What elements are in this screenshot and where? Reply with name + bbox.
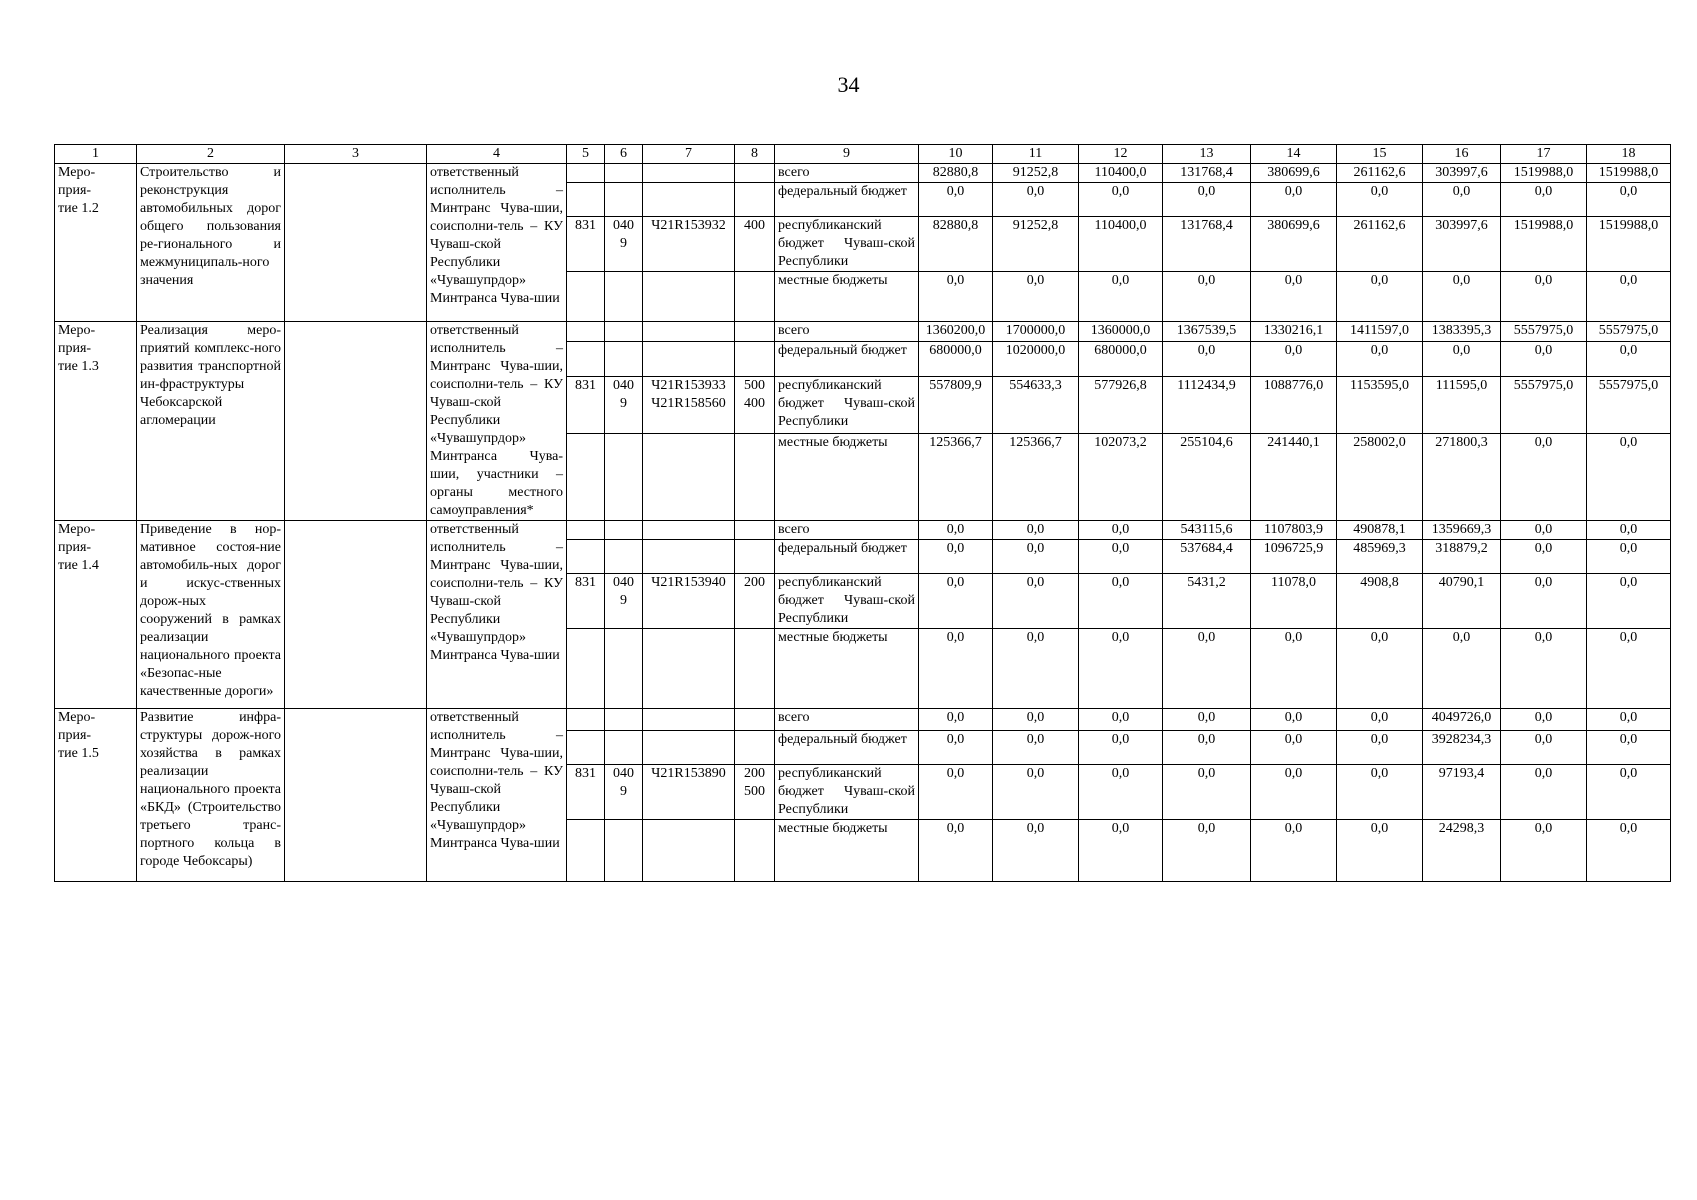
measure-col3 — [285, 164, 427, 322]
measure-name: Строительство и реконструкция автомобильных дорог общего пользования ре-гионального и межмуниципаль-ного значения — [137, 164, 285, 322]
grbs-code-empty — [567, 272, 605, 322]
column-header-10: 10 — [919, 145, 993, 164]
value-year-18: 0,0 — [1587, 433, 1671, 520]
value-year-13: 255104,6 — [1163, 433, 1251, 520]
grbs-code: 831 — [567, 376, 605, 433]
value-year-14: 0,0 — [1251, 731, 1337, 765]
expense-type-empty — [735, 164, 775, 183]
grbs-code-empty — [567, 521, 605, 540]
value-year-10: 0,0 — [919, 629, 993, 709]
value-year-15: 1411597,0 — [1337, 322, 1423, 342]
value-year-18: 0,0 — [1587, 574, 1671, 629]
grbs-code-empty — [567, 731, 605, 765]
value-year-11: 0,0 — [993, 709, 1079, 731]
value-year-16: 271800,3 — [1423, 433, 1501, 520]
column-header-12: 12 — [1079, 145, 1163, 164]
target-article-empty — [643, 272, 735, 322]
funding-source: всего — [775, 709, 919, 731]
page-number: 34 — [837, 72, 860, 97]
table-row — [55, 322, 1671, 342]
value-year-17: 0,0 — [1501, 731, 1587, 765]
value-year-14: 0,0 — [1251, 183, 1337, 217]
section-code: 040 9 — [605, 217, 643, 272]
column-header-6: 6 — [605, 145, 643, 164]
value-year-16: 1359669,3 — [1423, 521, 1501, 540]
value-year-11: 0,0 — [993, 183, 1079, 217]
value-year-16: 0,0 — [1423, 183, 1501, 217]
value-year-11: 91252,8 — [993, 217, 1079, 272]
value-year-18: 0,0 — [1587, 731, 1671, 765]
measure-executor: ответственный исполнитель – Минтранс Чува-шии, соисполни-тель – КУ Чуваш-ской Республики «Чувашупрдор» Минтранса Чува-шии — [427, 709, 567, 882]
value-year-10: 125366,7 — [919, 433, 993, 520]
expense-type-empty — [735, 820, 775, 882]
value-year-18: 0,0 — [1587, 820, 1671, 882]
value-year-13: 537684,4 — [1163, 540, 1251, 574]
value-year-14: 0,0 — [1251, 341, 1337, 376]
value-year-15: 490878,1 — [1337, 521, 1423, 540]
value-year-16: 4049726,0 — [1423, 709, 1501, 731]
value-year-13: 0,0 — [1163, 629, 1251, 709]
measure-col3 — [285, 709, 427, 882]
value-year-10: 0,0 — [919, 820, 993, 882]
expense-type-code: 200 — [735, 574, 775, 629]
value-year-10: 0,0 — [919, 272, 993, 322]
value-year-13: 0,0 — [1163, 820, 1251, 882]
value-year-14: 1088776,0 — [1251, 376, 1337, 433]
measure-id: Меро- прия- тие 1.2 — [55, 164, 137, 322]
section-code: 040 9 — [605, 574, 643, 629]
value-year-15: 0,0 — [1337, 731, 1423, 765]
value-year-12: 0,0 — [1079, 820, 1163, 882]
measure-executor: ответственный исполнитель – Минтранс Чува-шии, соисполни-тель – КУ Чуваш-ской Республики «Чувашупрдор» Минтранса Чува-шии, участники – органы местного самоуправления* — [427, 322, 567, 521]
expense-type-empty — [735, 272, 775, 322]
value-year-17: 0,0 — [1501, 540, 1587, 574]
value-year-12: 680000,0 — [1079, 341, 1163, 376]
column-header-14: 14 — [1251, 145, 1337, 164]
value-year-13: 1112434,9 — [1163, 376, 1251, 433]
value-year-15: 1153595,0 — [1337, 376, 1423, 433]
value-year-15: 261162,6 — [1337, 164, 1423, 183]
value-year-14: 241440,1 — [1251, 433, 1337, 520]
section-code-empty — [605, 322, 643, 342]
table-row — [55, 164, 1671, 183]
value-year-16: 40790,1 — [1423, 574, 1501, 629]
funding-source: республиканский бюджет Чуваш-ской Республики — [775, 765, 919, 820]
value-year-11: 0,0 — [993, 731, 1079, 765]
value-year-11: 91252,8 — [993, 164, 1079, 183]
target-article-code: Ч21R153890 — [643, 765, 735, 820]
value-year-17: 0,0 — [1501, 433, 1587, 520]
value-year-14: 380699,6 — [1251, 164, 1337, 183]
measure-executor: ответственный исполнитель – Минтранс Чува-шии, соисполни-тель – КУ Чуваш-ской Республики «Чувашупрдор» Минтранса Чува-шии — [427, 521, 567, 709]
value-year-14: 0,0 — [1251, 709, 1337, 731]
value-year-16: 24298,3 — [1423, 820, 1501, 882]
column-header-9: 9 — [775, 145, 919, 164]
value-year-18: 0,0 — [1587, 521, 1671, 540]
value-year-11: 0,0 — [993, 820, 1079, 882]
grbs-code: 831 — [567, 217, 605, 272]
value-year-12: 110400,0 — [1079, 217, 1163, 272]
value-year-16: 0,0 — [1423, 341, 1501, 376]
target-article-empty — [643, 322, 735, 342]
target-article-empty — [643, 731, 735, 765]
measure-id: Меро- прия- тие 1.4 — [55, 521, 137, 709]
value-year-18: 5557975,0 — [1587, 322, 1671, 342]
measure-id: Меро- прия- тие 1.5 — [55, 709, 137, 882]
value-year-15: 0,0 — [1337, 272, 1423, 322]
measure-id: Меро- прия- тие 1.3 — [55, 322, 137, 521]
value-year-10: 0,0 — [919, 183, 993, 217]
value-year-13: 5431,2 — [1163, 574, 1251, 629]
value-year-15: 0,0 — [1337, 709, 1423, 731]
value-year-15: 0,0 — [1337, 629, 1423, 709]
column-header-17: 17 — [1501, 145, 1587, 164]
value-year-15: 0,0 — [1337, 341, 1423, 376]
section-code-empty — [605, 433, 643, 520]
value-year-10: 0,0 — [919, 521, 993, 540]
expense-type-code: 200 500 — [735, 765, 775, 820]
value-year-12: 102073,2 — [1079, 433, 1163, 520]
section-code: 040 9 — [605, 765, 643, 820]
expense-type-empty — [735, 629, 775, 709]
value-year-15: 485969,3 — [1337, 540, 1423, 574]
value-year-12: 0,0 — [1079, 731, 1163, 765]
table-row — [55, 521, 1671, 540]
funding-source: федеральный бюджет — [775, 731, 919, 765]
value-year-14: 380699,6 — [1251, 217, 1337, 272]
value-year-13: 0,0 — [1163, 731, 1251, 765]
target-article-empty — [643, 709, 735, 731]
value-year-11: 125366,7 — [993, 433, 1079, 520]
grbs-code-empty — [567, 341, 605, 376]
section-code: 040 9 — [605, 376, 643, 433]
value-year-10: 680000,0 — [919, 341, 993, 376]
target-article-code: Ч21R153932 — [643, 217, 735, 272]
measure-executor: ответственный исполнитель – Минтранс Чува-шии, соисполни-тель – КУ Чуваш-ской Республики «Чувашупрдор» Минтранса Чува-шии — [427, 164, 567, 322]
funding-source: всего — [775, 521, 919, 540]
target-article-empty — [643, 341, 735, 376]
funding-source: местные бюджеты — [775, 433, 919, 520]
section-code-empty — [605, 521, 643, 540]
funding-source: местные бюджеты — [775, 629, 919, 709]
grbs-code-empty — [567, 540, 605, 574]
value-year-13: 131768,4 — [1163, 217, 1251, 272]
column-header-8: 8 — [735, 145, 775, 164]
measure-col3 — [285, 322, 427, 521]
value-year-17: 0,0 — [1501, 709, 1587, 731]
table-row — [55, 709, 1671, 731]
value-year-17: 0,0 — [1501, 272, 1587, 322]
measure-name: Реализация меро-приятий комплекс-ного развития транспортной ин-фраструктуры Чебоксарской агломерации — [137, 322, 285, 521]
value-year-10: 0,0 — [919, 765, 993, 820]
column-header-11: 11 — [993, 145, 1079, 164]
value-year-10: 82880,8 — [919, 217, 993, 272]
value-year-18: 5557975,0 — [1587, 376, 1671, 433]
target-article-empty — [643, 820, 735, 882]
value-year-15: 0,0 — [1337, 183, 1423, 217]
funding-source: всего — [775, 164, 919, 183]
value-year-10: 0,0 — [919, 709, 993, 731]
header-row — [55, 145, 1671, 164]
value-year-10: 0,0 — [919, 731, 993, 765]
value-year-12: 0,0 — [1079, 272, 1163, 322]
value-year-10: 82880,8 — [919, 164, 993, 183]
value-year-12: 0,0 — [1079, 574, 1163, 629]
value-year-12: 0,0 — [1079, 183, 1163, 217]
value-year-17: 5557975,0 — [1501, 322, 1587, 342]
value-year-12: 110400,0 — [1079, 164, 1163, 183]
value-year-16: 3928234,3 — [1423, 731, 1501, 765]
value-year-10: 0,0 — [919, 574, 993, 629]
column-header-3: 3 — [285, 145, 427, 164]
expense-type-empty — [735, 183, 775, 217]
value-year-12: 0,0 — [1079, 629, 1163, 709]
target-article-empty — [643, 164, 735, 183]
column-header-7: 7 — [643, 145, 735, 164]
grbs-code-empty — [567, 322, 605, 342]
value-year-14: 0,0 — [1251, 272, 1337, 322]
value-year-17: 0,0 — [1501, 765, 1587, 820]
value-year-18: 0,0 — [1587, 629, 1671, 709]
value-year-18: 0,0 — [1587, 709, 1671, 731]
value-year-11: 0,0 — [993, 540, 1079, 574]
section-code-empty — [605, 731, 643, 765]
value-year-16: 303997,6 — [1423, 164, 1501, 183]
value-year-10: 0,0 — [919, 540, 993, 574]
grbs-code: 831 — [567, 765, 605, 820]
value-year-16: 318879,2 — [1423, 540, 1501, 574]
value-year-11: 0,0 — [993, 765, 1079, 820]
expense-type-empty — [735, 341, 775, 376]
value-year-17: 0,0 — [1501, 629, 1587, 709]
column-header-15: 15 — [1337, 145, 1423, 164]
funding-source: местные бюджеты — [775, 820, 919, 882]
value-year-13: 0,0 — [1163, 272, 1251, 322]
value-year-16: 97193,4 — [1423, 765, 1501, 820]
funding-source: федеральный бюджет — [775, 341, 919, 376]
value-year-13: 1367539,5 — [1163, 322, 1251, 342]
grbs-code-empty — [567, 629, 605, 709]
expense-type-empty — [735, 731, 775, 765]
value-year-10: 1360200,0 — [919, 322, 993, 342]
value-year-15: 0,0 — [1337, 765, 1423, 820]
funding-source: республиканский бюджет Чуваш-ской Республики — [775, 574, 919, 629]
section-code-empty — [605, 629, 643, 709]
expense-type-empty — [735, 709, 775, 731]
grbs-code-empty — [567, 820, 605, 882]
funding-source: федеральный бюджет — [775, 540, 919, 574]
target-article-code: Ч21R153940 — [643, 574, 735, 629]
target-article-code: Ч21R153933 Ч21R158560 — [643, 376, 735, 433]
value-year-17: 0,0 — [1501, 820, 1587, 882]
section-code-empty — [605, 272, 643, 322]
value-year-13: 0,0 — [1163, 709, 1251, 731]
grbs-code-empty — [567, 433, 605, 520]
grbs-code: 831 — [567, 574, 605, 629]
target-article-empty — [643, 629, 735, 709]
value-year-12: 0,0 — [1079, 765, 1163, 820]
value-year-14: 1107803,9 — [1251, 521, 1337, 540]
funding-source: федеральный бюджет — [775, 183, 919, 217]
value-year-17: 0,0 — [1501, 183, 1587, 217]
value-year-11: 554633,3 — [993, 376, 1079, 433]
section-code-empty — [605, 540, 643, 574]
column-header-5: 5 — [567, 145, 605, 164]
expense-type-code: 400 — [735, 217, 775, 272]
expense-type-empty — [735, 540, 775, 574]
grbs-code-empty — [567, 164, 605, 183]
value-year-16: 1383395,3 — [1423, 322, 1501, 342]
funding-source: республиканский бюджет Чуваш-ской Республики — [775, 376, 919, 433]
expense-type-empty — [735, 433, 775, 520]
funding-source: всего — [775, 322, 919, 342]
target-article-empty — [643, 433, 735, 520]
expense-type-code: 500 400 — [735, 376, 775, 433]
funding-source: республиканский бюджет Чуваш-ской Республики — [775, 217, 919, 272]
value-year-17: 0,0 — [1501, 574, 1587, 629]
value-year-15: 0,0 — [1337, 820, 1423, 882]
section-code-empty — [605, 820, 643, 882]
value-year-18: 0,0 — [1587, 765, 1671, 820]
value-year-15: 258002,0 — [1337, 433, 1423, 520]
value-year-12: 0,0 — [1079, 540, 1163, 574]
section-code-empty — [605, 341, 643, 376]
value-year-11: 1020000,0 — [993, 341, 1079, 376]
grbs-code-empty — [567, 709, 605, 731]
value-year-14: 11078,0 — [1251, 574, 1337, 629]
value-year-15: 4908,8 — [1337, 574, 1423, 629]
budget-table — [54, 144, 1671, 882]
value-year-13: 0,0 — [1163, 183, 1251, 217]
value-year-18: 0,0 — [1587, 540, 1671, 574]
value-year-11: 0,0 — [993, 521, 1079, 540]
column-header-18: 18 — [1587, 145, 1671, 164]
value-year-11: 0,0 — [993, 629, 1079, 709]
value-year-11: 0,0 — [993, 272, 1079, 322]
expense-type-empty — [735, 521, 775, 540]
value-year-17: 0,0 — [1501, 341, 1587, 376]
value-year-18: 1519988,0 — [1587, 164, 1671, 183]
measure-name: Приведение в нор-мативное состоя-ние автомобиль-ных дорог и искус-ственных дорож-ных сооружений в рамках реализации национального проекта «Безопас-ные качественные дороги» — [137, 521, 285, 709]
value-year-13: 543115,6 — [1163, 521, 1251, 540]
value-year-18: 1519988,0 — [1587, 217, 1671, 272]
value-year-18: 0,0 — [1587, 272, 1671, 322]
value-year-16: 303997,6 — [1423, 217, 1501, 272]
grbs-code-empty — [567, 183, 605, 217]
measure-name: Развитие инфра-структуры дорож-ного хозяйства в рамках реализации национального проекта «БКД» (Строительство третьего транс-портного кольца в городе Чебоксары) — [137, 709, 285, 882]
measure-col3 — [285, 521, 427, 709]
value-year-10: 557809,9 — [919, 376, 993, 433]
target-article-empty — [643, 540, 735, 574]
section-code-empty — [605, 709, 643, 731]
value-year-12: 1360000,0 — [1079, 322, 1163, 342]
value-year-14: 1096725,9 — [1251, 540, 1337, 574]
value-year-11: 1700000,0 — [993, 322, 1079, 342]
target-article-empty — [643, 183, 735, 217]
value-year-15: 261162,6 — [1337, 217, 1423, 272]
section-code-empty — [605, 164, 643, 183]
value-year-11: 0,0 — [993, 574, 1079, 629]
value-year-12: 0,0 — [1079, 521, 1163, 540]
value-year-13: 0,0 — [1163, 765, 1251, 820]
target-article-empty — [643, 521, 735, 540]
value-year-12: 577926,8 — [1079, 376, 1163, 433]
value-year-14: 1330216,1 — [1251, 322, 1337, 342]
column-header-13: 13 — [1163, 145, 1251, 164]
value-year-17: 0,0 — [1501, 521, 1587, 540]
value-year-16: 111595,0 — [1423, 376, 1501, 433]
value-year-14: 0,0 — [1251, 765, 1337, 820]
section-code-empty — [605, 183, 643, 217]
column-header-16: 16 — [1423, 145, 1501, 164]
value-year-16: 0,0 — [1423, 272, 1501, 322]
value-year-14: 0,0 — [1251, 820, 1337, 882]
column-header-1: 1 — [55, 145, 137, 164]
value-year-14: 0,0 — [1251, 629, 1337, 709]
value-year-17: 1519988,0 — [1501, 164, 1587, 183]
expense-type-empty — [735, 322, 775, 342]
column-header-4: 4 — [427, 145, 567, 164]
value-year-17: 1519988,0 — [1501, 217, 1587, 272]
value-year-13: 0,0 — [1163, 341, 1251, 376]
funding-source: местные бюджеты — [775, 272, 919, 322]
value-year-18: 0,0 — [1587, 183, 1671, 217]
column-header-2: 2 — [137, 145, 285, 164]
value-year-18: 0,0 — [1587, 341, 1671, 376]
value-year-12: 0,0 — [1079, 709, 1163, 731]
value-year-13: 131768,4 — [1163, 164, 1251, 183]
value-year-16: 0,0 — [1423, 629, 1501, 709]
value-year-17: 5557975,0 — [1501, 376, 1587, 433]
